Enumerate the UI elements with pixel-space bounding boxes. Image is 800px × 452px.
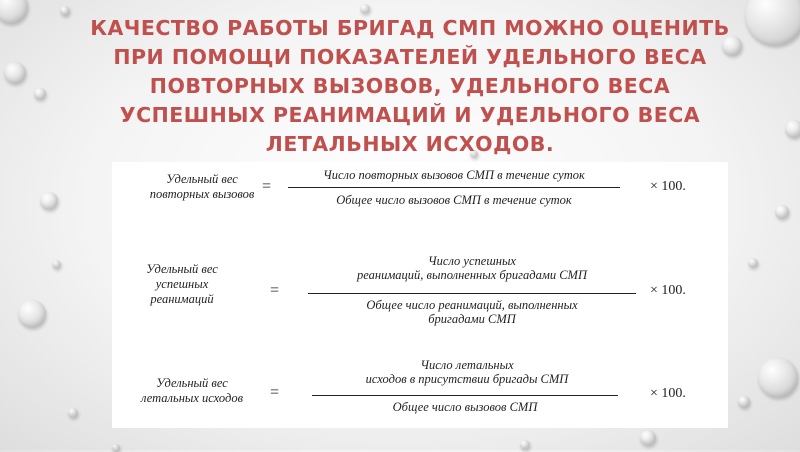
multiplier: × 100. — [650, 386, 686, 401]
fraction-bar — [312, 395, 618, 396]
formula-numerator-line: реанимаций, выполненных бригадами СМП — [357, 268, 587, 282]
formula-label — [117, 262, 247, 307]
formula-label-line: успешных — [155, 277, 209, 291]
fraction-bar — [288, 187, 620, 188]
formula-label — [117, 376, 267, 406]
formula-image — [112, 162, 728, 428]
formula-label-line: Удельный вес — [156, 376, 228, 390]
water-drop-decoration — [68, 408, 78, 418]
slide-title: КАЧЕСТВО РАБОТЫ БРИГАД СМП МОЖНО ОЦЕНИТЬ ПРИ ПОМОЩИ ПОКАЗАТЕЛЕЙ УДЕЛЬНОГО ВЕСА ПОВТОРНЫХ ВЫЗОВОВ, УДЕЛЬНОГО ВЕСА УСПЕШНЫХ РЕАНИМАЦИЙ И УДЕЛЬНОГО ВЕСА ЛЕТАЛЬНЫХ ИСХОДОВ. — [90, 16, 730, 156]
formula-numerator-line: Число успешных — [428, 254, 516, 268]
water-drop-decoration — [360, 4, 370, 14]
formula-denominator-line: Общее число реанимаций, выполненных — [366, 298, 578, 312]
water-drop-decoration — [748, 258, 758, 268]
formula-label-line: реанимаций — [150, 292, 214, 306]
formula-numerator-line: исходов в присутствии бригады СМП — [365, 372, 569, 386]
water-drop-decoration — [112, 444, 120, 452]
equals-sign: = — [262, 178, 272, 195]
formula-numerator — [312, 358, 622, 386]
water-drop-decoration — [4, 62, 26, 84]
formula-label-line: Удельный вес — [146, 262, 218, 276]
water-drop-decoration — [775, 205, 789, 219]
fraction-bar — [308, 293, 636, 294]
water-drop-decoration — [52, 260, 61, 269]
formula-label-line: летальных исходов — [140, 391, 243, 405]
water-drop-decoration — [745, 0, 800, 46]
water-drop-decoration — [40, 192, 58, 210]
equals-sign: = — [270, 282, 280, 299]
formula-denominator — [312, 298, 632, 326]
formula-denominator: Общее число вызовов СМП — [392, 400, 538, 414]
formula-denominator-line: бригадами СМП — [428, 312, 516, 326]
formula-numerator — [312, 254, 632, 282]
formula-numerator: Число повторных вызовов СМП в течение суток — [323, 168, 585, 182]
formula-label — [122, 172, 282, 202]
equals-sign: = — [270, 384, 280, 401]
formula-label-line: повторных вызовов — [149, 187, 255, 201]
water-drop-decoration — [18, 300, 46, 328]
water-drop-decoration — [520, 440, 530, 450]
water-drop-decoration — [785, 120, 800, 138]
water-drop-decoration — [758, 358, 798, 398]
water-drop-decoration — [0, 0, 28, 24]
multiplier: × 100. — [650, 179, 686, 194]
water-drop-decoration — [34, 88, 46, 100]
formula-denominator: Общее число вызовов СМП в течение суток — [336, 193, 572, 207]
formula-label-line: Удельный вес — [166, 172, 238, 186]
formula-numerator-line: Число летальных — [420, 358, 514, 372]
multiplier: × 100. — [650, 283, 686, 298]
water-drop-decoration — [738, 396, 750, 408]
water-drop-decoration — [60, 6, 70, 16]
water-drop-decoration — [640, 430, 656, 446]
